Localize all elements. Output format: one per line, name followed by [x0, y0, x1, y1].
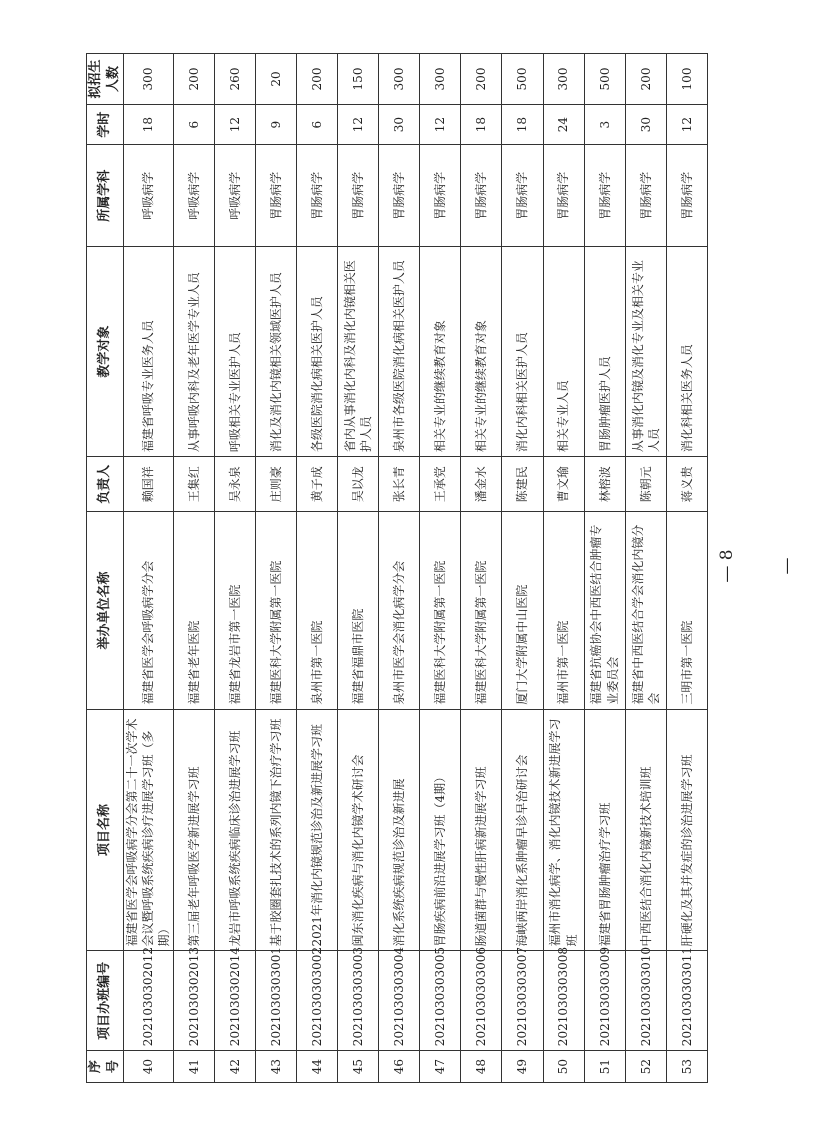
row-number-cell: 49: [502, 1051, 543, 1083]
course-name-cell: 肠道菌群与慢性肝病新进展学习班: [461, 709, 502, 951]
header-cell: 序号: [87, 1051, 124, 1083]
planned-enrollment-cell: 200: [173, 54, 214, 105]
credit-hours-cell: 12: [214, 105, 255, 145]
credit-hours-cell: 6: [173, 105, 214, 145]
table-row: [255, 54, 296, 1083]
planned-enrollment-cell: 200: [296, 54, 337, 105]
course-code-cell: 2021030302012: [124, 951, 174, 1051]
course-table: [86, 53, 708, 1083]
table-row: [379, 54, 420, 1083]
host-organization-cell: 福州市第一医院: [543, 512, 584, 709]
row-number-cell: 52: [625, 1051, 666, 1083]
credit-hours-cell: 30: [379, 105, 420, 145]
planned-enrollment-cell: 20: [255, 54, 296, 105]
target-audience-cell: 省内从事消化内科及消化内镜相关医护人员: [338, 247, 379, 457]
course-name-cell: 福建省医学会呼吸病学分会第二十一次学术会议暨呼吸系统疾病诊疗进展学习班（多期）: [124, 709, 174, 951]
course-code-cell: 2021030303002: [296, 951, 337, 1051]
row-number-cell: 44: [296, 1051, 337, 1083]
credit-hours-cell: 12: [666, 105, 707, 145]
planned-enrollment-cell: 300: [379, 54, 420, 105]
credit-hours-cell: 9: [255, 105, 296, 145]
course-name-cell: 海峡两岸消化系肿瘤早诊早治研讨会: [502, 709, 543, 951]
subject-cell: 胃肠病学: [543, 145, 584, 247]
table-row: [625, 54, 666, 1083]
course-name-cell: 第三届老年呼吸医学新进展学习班: [173, 709, 214, 951]
row-number-cell: 51: [584, 1051, 625, 1083]
host-organization-cell: 泉州市第一医院: [296, 512, 337, 709]
credit-hours-cell: 3: [584, 105, 625, 145]
target-audience-cell: 消化内科相关医护人员: [502, 247, 543, 457]
header-cell: 负责人: [87, 457, 124, 512]
target-audience-cell: 消化科相关医务人员: [666, 247, 707, 457]
course-code-cell: 2021030303005: [420, 951, 461, 1051]
course-code-cell: 2021030303006: [461, 951, 502, 1051]
subject-cell: 胃肠病学: [420, 145, 461, 247]
host-organization-cell: 三明市第一医院: [666, 512, 707, 709]
planned-enrollment-cell: 300: [124, 54, 174, 105]
target-audience-cell: 福建省呼吸专业医务人员: [124, 247, 174, 457]
target-audience-cell: 相关专业的继续教育对象: [461, 247, 502, 457]
course-code-cell: 2021030302014: [214, 951, 255, 1051]
header-cell: 所属学科: [87, 145, 124, 247]
course-code-cell: 2021030302013: [173, 951, 214, 1051]
table-row: [338, 54, 379, 1083]
subject-cell: 胃肠病学: [338, 145, 379, 247]
row-number-cell: 46: [379, 1051, 420, 1083]
host-organization-cell: 福建省中西医结合学会消化内镜分会: [625, 512, 666, 709]
credit-hours-cell: 12: [338, 105, 379, 145]
subject-cell: 胃肠病学: [584, 145, 625, 247]
course-code-cell: 2021030303001: [255, 951, 296, 1051]
row-number-cell: 42: [214, 1051, 255, 1083]
planned-enrollment-cell: 150: [338, 54, 379, 105]
course-name-cell: 消化系统疾病规范诊治及新进展: [379, 709, 420, 951]
credit-hours-cell: 18: [502, 105, 543, 145]
table-row: [584, 54, 625, 1083]
header-cell: 举办单位名称: [87, 512, 124, 709]
table-header-row: [87, 54, 124, 1083]
credit-hours-cell: 12: [420, 105, 461, 145]
person-in-charge-cell: 王集红: [173, 457, 214, 512]
row-number-cell: 40: [124, 1051, 174, 1083]
credit-hours-cell: 18: [461, 105, 502, 145]
planned-enrollment-cell: 260: [214, 54, 255, 105]
course-name-cell: 福州市消化病学、消化内镜技术新进展学习班: [543, 709, 584, 951]
course-code-cell: 2021030303010: [625, 951, 666, 1051]
course-name-cell: 龙岩市呼吸系统疾病临床诊治进展学习班: [214, 709, 255, 951]
course-code-cell: 2021030303008: [543, 951, 584, 1051]
table-row: [124, 54, 174, 1083]
table-row: [420, 54, 461, 1083]
person-in-charge-cell: 吴以龙: [338, 457, 379, 512]
row-number-cell: 47: [420, 1051, 461, 1083]
person-in-charge-cell: 蒋义贵: [666, 457, 707, 512]
course-name-cell: 肝硬化及其并发症的诊治进展学习班: [666, 709, 707, 951]
person-in-charge-cell: 潘金水: [461, 457, 502, 512]
target-audience-cell: 呼吸相关专业医护人员: [214, 247, 255, 457]
header-cell: 拟招生人数: [87, 54, 124, 105]
person-in-charge-cell: 吴永泉: [214, 457, 255, 512]
target-audience-cell: 各级医院消化病相关医护人员: [296, 247, 337, 457]
host-organization-cell: 福建医科大学附属第一医院: [461, 512, 502, 709]
table-body: [124, 54, 708, 1083]
planned-enrollment-cell: 300: [543, 54, 584, 105]
target-audience-cell: 消化及消化内镜相关领域医护人员: [255, 247, 296, 457]
person-in-charge-cell: 陈朝元: [625, 457, 666, 512]
host-organization-cell: 福建医科大学附属第一医院: [420, 512, 461, 709]
table-row: [296, 54, 337, 1083]
subject-cell: 胃肠病学: [379, 145, 420, 247]
target-audience-cell: 相关专业人员: [543, 247, 584, 457]
table-row: [214, 54, 255, 1083]
credit-hours-cell: 6: [296, 105, 337, 145]
host-organization-cell: 福建省龙岩市第一医院: [214, 512, 255, 709]
subject-cell: 呼吸病学: [173, 145, 214, 247]
course-code-cell: 2021030303007: [502, 951, 543, 1051]
course-code-cell: 2021030303011: [666, 951, 707, 1051]
course-code-cell: 2021030303004: [379, 951, 420, 1051]
row-number-cell: 53: [666, 1051, 707, 1083]
person-in-charge-cell: 赖国祥: [124, 457, 174, 512]
person-in-charge-cell: 曹文瑜: [543, 457, 584, 512]
header-cell: 学时: [87, 105, 124, 145]
target-audience-cell: 泉州市各级医院消化病相关医护人员: [379, 247, 420, 457]
person-in-charge-cell: 林榕波: [584, 457, 625, 512]
course-name-cell: 基于胶圈套扎技术的系列内镜下治疗学习班: [255, 709, 296, 951]
target-audience-cell: 胃肠肿瘤医护人员: [584, 247, 625, 457]
planned-enrollment-cell: 300: [420, 54, 461, 105]
table-row: [543, 54, 584, 1083]
course-code-cell: 2021030303009: [584, 951, 625, 1051]
target-audience-cell: 从事呼吸内科及老年医学专业人员: [173, 247, 214, 457]
host-organization-cell: 泉州市医学会消化病学分会: [379, 512, 420, 709]
host-organization-cell: 福建省抗癌协会中西医结合肿瘤专业委员会: [584, 512, 625, 709]
row-number-cell: 45: [338, 1051, 379, 1083]
host-organization-cell: 福建省老年医院: [173, 512, 214, 709]
table-row: [173, 54, 214, 1083]
table-row: [461, 54, 502, 1083]
person-in-charge-cell: 庄则豪: [255, 457, 296, 512]
subject-cell: 呼吸病学: [124, 145, 174, 247]
credit-hours-cell: 18: [124, 105, 174, 145]
rotated-table-container: [86, 53, 708, 1083]
person-in-charge-cell: 王承党: [420, 457, 461, 512]
planned-enrollment-cell: 500: [584, 54, 625, 105]
subject-cell: 胃肠病学: [461, 145, 502, 247]
host-organization-cell: 福建省福鼎市医院: [338, 512, 379, 709]
course-code-cell: 2021030303003: [338, 951, 379, 1051]
credit-hours-cell: 30: [625, 105, 666, 145]
subject-cell: 胃肠病学: [666, 145, 707, 247]
course-name-cell: 闽东消化疾病与消化内镜学术研讨会: [338, 709, 379, 951]
header-cell: 项目办班编号: [87, 951, 124, 1051]
target-audience-cell: 从事消化内镜及消化专业及相关专业人员: [625, 247, 666, 457]
subject-cell: 胃肠病学: [502, 145, 543, 247]
course-name-cell: 胃肠疾病前沿进展学习班（4期）: [420, 709, 461, 951]
planned-enrollment-cell: 100: [666, 54, 707, 105]
subject-cell: 胃肠病学: [296, 145, 337, 247]
course-name-cell: 2021年消化内镜规范诊治及新进展学习班: [296, 709, 337, 951]
host-organization-cell: 福建医科大学附属第一医院: [255, 512, 296, 709]
course-name-cell: 中西医结合消化内镜新技术培训班: [625, 709, 666, 951]
planned-enrollment-cell: 200: [625, 54, 666, 105]
row-number-cell: 50: [543, 1051, 584, 1083]
target-audience-cell: 相关专业的继续教育对象: [420, 247, 461, 457]
host-organization-cell: 福建省医学会呼吸病学分会: [124, 512, 174, 709]
table-row: [502, 54, 543, 1083]
header-cell: 教学对象: [87, 247, 124, 457]
subject-cell: 胃肠病学: [625, 145, 666, 247]
row-number-cell: 43: [255, 1051, 296, 1083]
course-name-cell: 福建省胃肠肿瘤治疗学习班: [584, 709, 625, 951]
person-in-charge-cell: 陈建民: [502, 457, 543, 512]
person-in-charge-cell: 张长青: [379, 457, 420, 512]
planned-enrollment-cell: 200: [461, 54, 502, 105]
page-number: — 8 —: [717, 549, 797, 583]
credit-hours-cell: 24: [543, 105, 584, 145]
row-number-cell: 41: [173, 1051, 214, 1083]
person-in-charge-cell: 黄子成: [296, 457, 337, 512]
row-number-cell: 48: [461, 1051, 502, 1083]
subject-cell: 呼吸病学: [214, 145, 255, 247]
header-cell: 项目名称: [87, 709, 124, 951]
subject-cell: 胃肠病学: [255, 145, 296, 247]
host-organization-cell: 厦门大学附属中山医院: [502, 512, 543, 709]
planned-enrollment-cell: 500: [502, 54, 543, 105]
